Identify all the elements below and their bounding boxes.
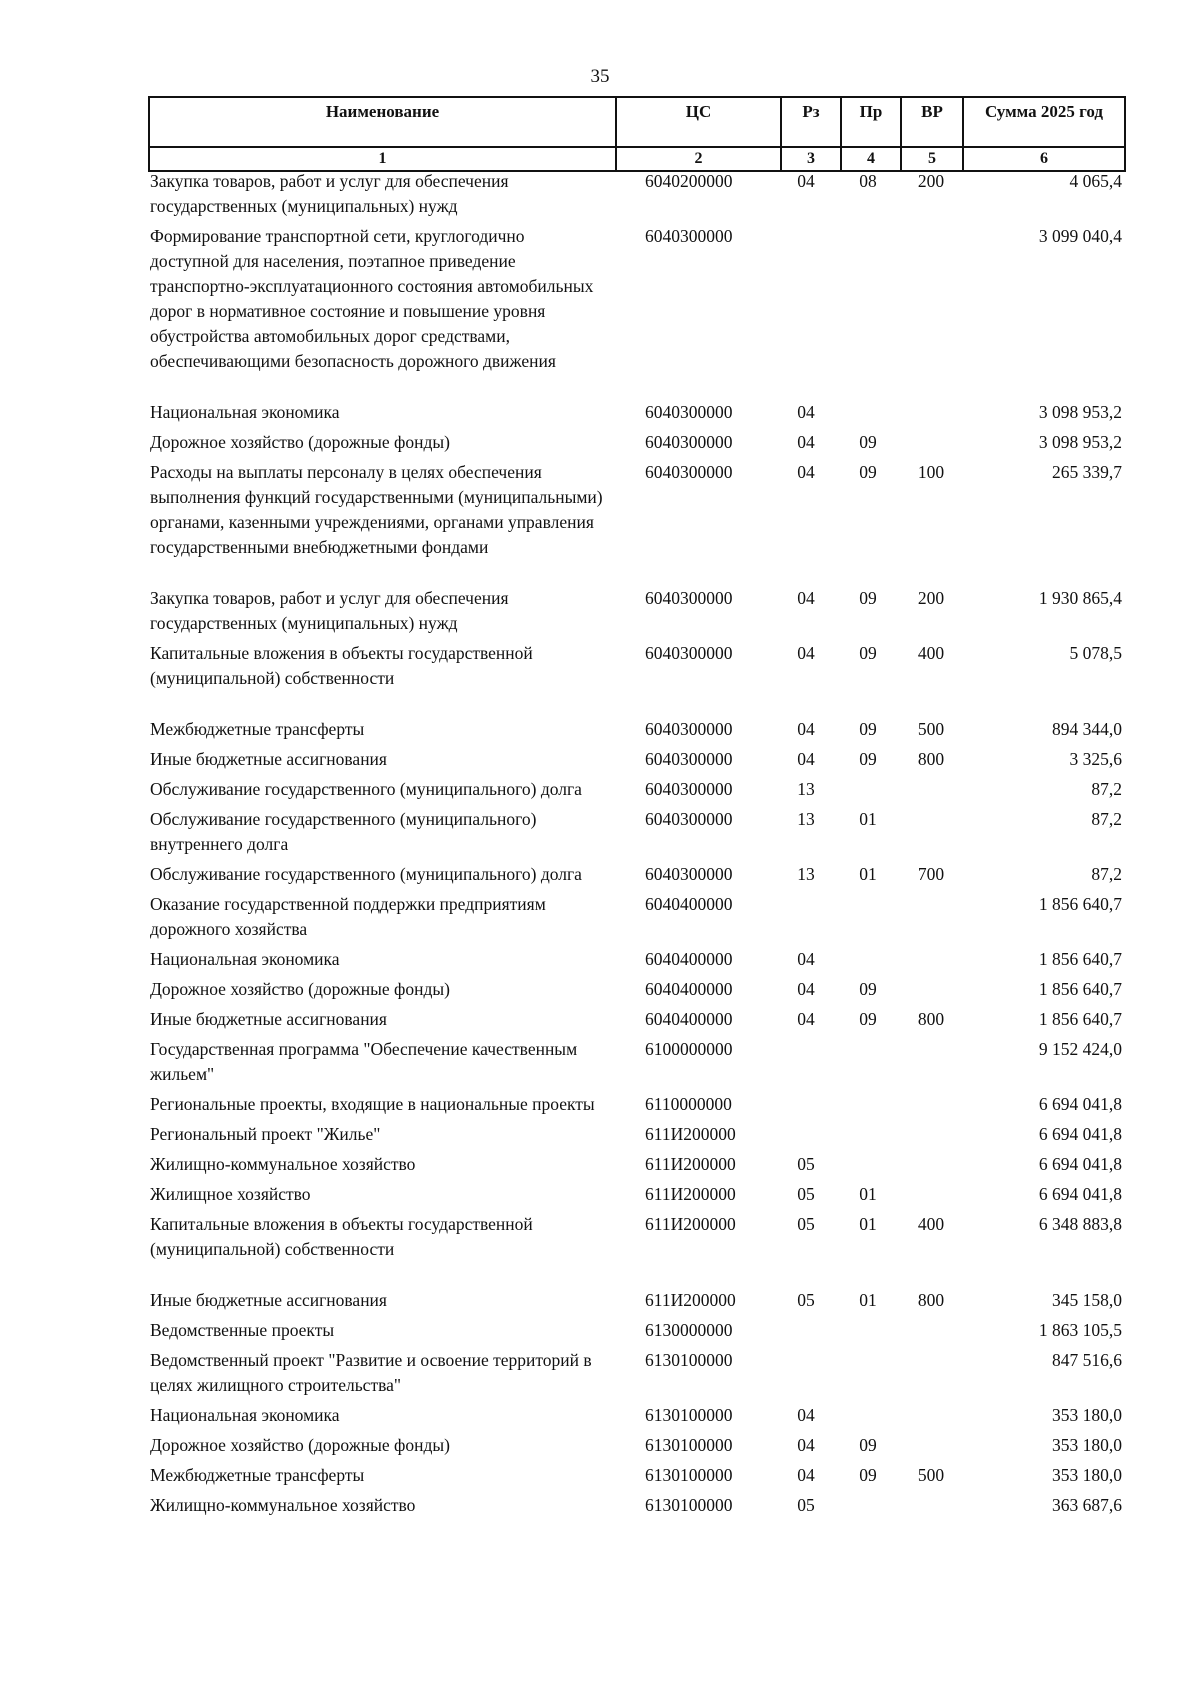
cell-sum: 353 180,0 [1052,1435,1122,1455]
cell-rz: 05 [797,1184,815,1204]
cell-rz [780,223,840,399]
cell-name: Иные бюджетные ассигнования [150,1009,387,1029]
cell-name: Расходы на выплаты персоналу в целях обеспечения выполнения функций государственными (муниципальными) органами, казенными учреждениями, органами управления государственными внебюджетными фондами [150,462,603,557]
cell-cs: 6130100000 [645,1465,733,1485]
cell-rz: 04 [797,1009,815,1029]
table-row [148,429,1124,459]
header-sum: Сумма 2025 год [963,97,1125,147]
table-row [148,806,1124,861]
cell-rz [780,1121,840,1151]
cell-vr [900,399,962,429]
cell-cs: 6130000000 [645,1320,733,1340]
cell-pr [840,1492,900,1522]
table-row [148,1151,1124,1181]
cell-sum: 6 694 041,8 [1038,1124,1122,1144]
cell-rz [780,1317,840,1347]
table-row [148,746,1124,776]
cell-rz: 04 [797,979,815,999]
cell-pr [840,399,900,429]
cell-pr [840,1121,900,1151]
table-header [148,96,1126,172]
cell-rz: 04 [797,402,815,422]
table-row [148,1181,1124,1211]
cell-name: Обслуживание государственного (муниципального) внутреннего долга [150,809,537,854]
cell-vr [900,946,962,976]
cell-sum: 3 098 953,2 [1038,402,1122,422]
cell-cs: 6040300000 [645,864,733,884]
cell-rz: 04 [797,588,815,608]
column-number: 3 [781,147,841,171]
cell-sum: 4 065,4 [1069,171,1122,191]
cell-vr: 500 [917,719,945,739]
cell-sum: 894 344,0 [1052,719,1122,739]
cell-cs: 6130100000 [645,1495,733,1515]
cell-pr [840,1402,900,1432]
cell-sum: 6 348 883,8 [1038,1214,1122,1234]
cell-rz [780,1036,840,1091]
table-row [148,776,1124,806]
cell-cs: 6130100000 [645,1405,733,1425]
cell-name: Формирование транспортной сети, круглогодично доступной для населения, поэтапное приведение транспортно-эксплуатационного состояния автомобильных дорог в нормативное состояние и повышение уровня обустройства автомобильных дорог средствами, обеспечивающими безопасность дорожного движения [150,226,594,371]
cell-vr [900,1181,962,1211]
cell-vr: 500 [917,1465,945,1485]
cell-cs: 6040300000 [645,779,733,799]
column-number: 2 [616,147,781,171]
cell-pr: 09 [859,979,877,999]
cell-cs: 6040300000 [645,588,733,608]
cell-rz: 04 [797,749,815,769]
cell-name: Дорожное хозяйство (дорожные фонды) [150,1435,451,1455]
cell-vr [900,1347,962,1402]
cell-vr: 800 [917,749,945,769]
cell-name: Иные бюджетные ассигнования [150,1290,387,1310]
cell-pr: 01 [859,809,877,829]
cell-pr [840,1036,900,1091]
cell-vr [900,1402,962,1432]
cell-vr: 200 [917,588,945,608]
cell-cs: 6040300000 [645,719,733,739]
cell-rz: 05 [797,1154,815,1174]
cell-cs: 6110000000 [645,1094,732,1114]
cell-name: Жилищное хозяйство [150,1184,311,1204]
cell-rz [780,891,840,946]
cell-pr: 09 [859,749,877,769]
cell-rz: 13 [797,864,815,884]
table-row [148,1432,1124,1462]
table-row [148,585,1124,640]
cell-sum: 6 694 041,8 [1038,1154,1122,1174]
cell-sum: 1 856 640,7 [1038,979,1122,999]
cell-name: Иные бюджетные ассигнования [150,749,387,769]
table-row [148,399,1124,429]
table-row [148,223,1124,399]
cell-pr: 09 [859,432,877,452]
cell-rz: 05 [797,1290,815,1310]
cell-name: Жилищно-коммунальное хозяйство [150,1495,416,1515]
cell-rz: 04 [797,643,815,663]
cell-sum: 1 930 865,4 [1038,588,1122,608]
cell-pr [840,1091,900,1121]
cell-sum: 265 339,7 [1052,462,1122,482]
cell-sum: 87,2 [1091,779,1122,799]
cell-name: Закупка товаров, работ и услуг для обеспечения государственных (муниципальных) нужд [150,588,509,633]
cell-vr [900,1091,962,1121]
cell-rz: 04 [797,1465,815,1485]
cell-rz: 13 [797,779,815,799]
cell-cs: 6040400000 [645,979,733,999]
cell-sum: 9 152 424,0 [1038,1039,1122,1059]
cell-name: Ведомственный проект "Развитие и освоение территорий в целях жилищного строительства" [150,1350,592,1395]
cell-vr [900,806,962,861]
table-row [148,459,1124,585]
cell-name: Капитальные вложения в объекты государственной (муниципальной) собственности [150,1214,533,1259]
cell-cs: 611И200000 [645,1214,736,1234]
table-row [148,1492,1124,1522]
cell-vr [900,891,962,946]
cell-rz: 04 [797,1435,815,1455]
cell-name: Региональные проекты, входящие в национальные проекты [150,1094,595,1114]
cell-vr: 400 [917,1214,945,1234]
cell-cs: 611И200000 [645,1184,736,1204]
cell-vr [900,1492,962,1522]
cell-pr [840,891,900,946]
cell-rz: 05 [797,1495,815,1515]
cell-vr [900,976,962,1006]
cell-name: Межбюджетные трансферты [150,719,365,739]
cell-pr: 01 [859,1184,877,1204]
cell-name: Региональный проект "Жилье" [150,1124,381,1144]
table-row [148,1211,1124,1287]
table-row [148,946,1124,976]
header-pr: Пр [841,97,901,147]
cell-vr: 800 [917,1009,945,1029]
table-row [148,1317,1124,1347]
column-number: 5 [901,147,963,171]
cell-cs: 6130100000 [645,1435,733,1455]
table-row [148,640,1124,716]
cell-vr [900,1151,962,1181]
cell-pr: 09 [859,462,877,482]
column-number: 6 [963,147,1125,171]
header-rz: Рз [781,97,841,147]
table-row [148,1091,1124,1121]
cell-cs: 6040300000 [645,749,733,769]
cell-pr: 01 [859,1290,877,1310]
cell-sum: 1 856 640,7 [1038,949,1122,969]
table-row [148,716,1124,746]
cell-pr [840,1347,900,1402]
cell-vr: 400 [917,643,945,663]
cell-cs: 6040300000 [645,462,733,482]
header-cs: ЦС [616,97,781,147]
header-name: Наименование [149,97,616,147]
cell-sum: 1 863 105,5 [1038,1320,1122,1340]
cell-cs: 6100000000 [645,1039,733,1059]
table-row [148,1287,1124,1317]
cell-pr [840,776,900,806]
cell-vr [900,776,962,806]
column-number: 1 [149,147,616,171]
cell-vr [900,1317,962,1347]
cell-rz: 04 [797,462,815,482]
cell-pr [840,223,900,399]
cell-pr: 08 [859,171,877,191]
cell-name: Национальная экономика [150,402,340,422]
budget-table [148,168,1124,1522]
cell-pr: 09 [859,1009,877,1029]
cell-sum: 6 694 041,8 [1038,1094,1122,1114]
cell-rz: 04 [797,432,815,452]
cell-rz: 13 [797,809,815,829]
cell-sum: 1 856 640,7 [1038,1009,1122,1029]
cell-sum: 87,2 [1091,809,1122,829]
cell-cs: 6040400000 [645,1009,733,1029]
cell-rz [780,1091,840,1121]
cell-cs: 6040300000 [645,809,733,829]
cell-pr: 01 [859,864,877,884]
cell-cs: 6040300000 [645,432,733,452]
cell-name: Закупка товаров, работ и услуг для обеспечения государственных (муниципальных) нужд [150,171,509,216]
cell-vr: 200 [917,171,945,191]
cell-vr [900,429,962,459]
cell-vr: 800 [917,1290,945,1310]
cell-sum: 3 099 040,4 [1038,226,1122,246]
cell-cs: 6040400000 [645,949,733,969]
cell-vr [900,223,962,399]
cell-pr [840,1151,900,1181]
cell-name: Национальная экономика [150,949,340,969]
cell-cs: 611И200000 [645,1124,736,1144]
cell-sum: 353 180,0 [1052,1405,1122,1425]
table-row [148,168,1124,223]
cell-name: Государственная программа "Обеспечение качественным жильем" [150,1039,578,1084]
cell-name: Обслуживание государственного (муниципального) долга [150,779,582,799]
cell-cs: 6130100000 [645,1350,733,1370]
cell-pr: 09 [859,588,877,608]
table-row [148,1462,1124,1492]
cell-pr: 09 [859,643,877,663]
cell-rz: 04 [797,949,815,969]
cell-name: Ведомственные проекты [150,1320,335,1340]
table-row [148,1121,1124,1151]
cell-vr [900,1121,962,1151]
cell-cs: 6040300000 [645,643,733,663]
cell-pr: 09 [859,1465,877,1485]
cell-rz: 05 [797,1214,815,1234]
cell-vr: 700 [917,864,945,884]
cell-name: Межбюджетные трансферты [150,1465,365,1485]
table-row [148,1036,1124,1091]
cell-name: Национальная экономика [150,1405,340,1425]
table-body [148,168,1124,1522]
cell-cs: 6040300000 [645,226,733,246]
cell-pr: 01 [859,1214,877,1234]
cell-cs: 611И200000 [645,1154,736,1174]
cell-sum: 5 078,5 [1069,643,1122,663]
cell-name: Жилищно-коммунальное хозяйство [150,1154,416,1174]
cell-sum: 847 516,6 [1052,1350,1122,1370]
cell-name: Обслуживание государственного (муниципального) долга [150,864,582,884]
cell-rz: 04 [797,1405,815,1425]
cell-pr [840,1317,900,1347]
cell-rz: 04 [797,171,815,191]
cell-name: Капитальные вложения в объекты государственной (муниципальной) собственности [150,643,533,688]
cell-name: Оказание государственной поддержки предприятиям дорожного хозяйства [150,894,546,939]
cell-vr [900,1432,962,1462]
table-row [148,1347,1124,1402]
table-row [148,1006,1124,1036]
cell-cs: 6040200000 [645,171,733,191]
cell-sum: 87,2 [1091,864,1122,884]
table-row [148,1402,1124,1432]
cell-sum: 6 694 041,8 [1038,1184,1122,1204]
cell-cs: 611И200000 [645,1290,736,1310]
column-number: 4 [841,147,901,171]
cell-vr: 100 [917,462,945,482]
cell-vr [900,1036,962,1091]
cell-cs: 6040400000 [645,894,733,914]
table-row [148,861,1124,891]
cell-sum: 353 180,0 [1052,1465,1122,1485]
cell-pr [840,946,900,976]
cell-sum: 345 158,0 [1052,1290,1122,1310]
cell-pr: 09 [859,719,877,739]
cell-sum: 3 098 953,2 [1038,432,1122,452]
cell-sum: 3 325,6 [1069,749,1122,769]
cell-sum: 363 687,6 [1052,1495,1122,1515]
page-number: 35 [590,66,610,87]
table-row [148,891,1124,946]
cell-name: Дорожное хозяйство (дорожные фонды) [150,432,451,452]
cell-rz [780,1347,840,1402]
header-vr: ВР [901,97,963,147]
cell-name: Дорожное хозяйство (дорожные фонды) [150,979,451,999]
cell-pr: 09 [859,1435,877,1455]
table-row [148,976,1124,1006]
cell-cs: 6040300000 [645,402,733,422]
cell-sum: 1 856 640,7 [1038,894,1122,914]
cell-rz: 04 [797,719,815,739]
